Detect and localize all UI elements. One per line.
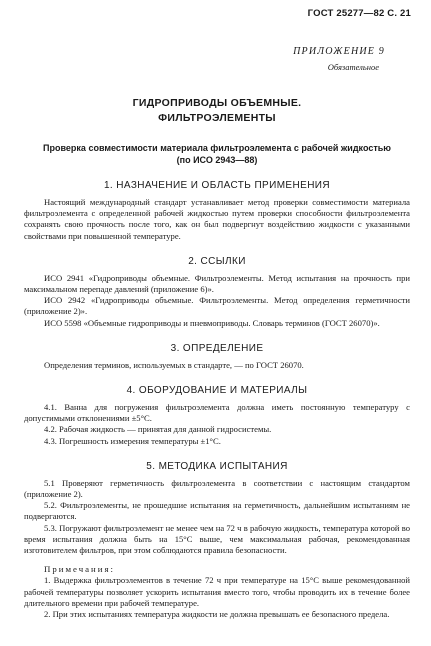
clause-4-1: 4.1. Ванна для погружения фильтроэлемента должна иметь постоянную температуру с допустимыми отклонениями ±5°С. bbox=[24, 402, 410, 424]
appendix-label: ПРИЛОЖЕНИЕ 9 bbox=[293, 46, 385, 57]
reference-3: ИСО 5598 «Объемные гидроприводы и пневмоприводы. Словарь терминов (ГОСТ 26070)». bbox=[44, 317, 380, 328]
clause-5-2: 5.2. Фильтроэлементы, не прошедшие испытания на герметичность, дальнейшим испытаниям не подвергаются. bbox=[24, 500, 410, 522]
note-1: 1. Выдержка фильтроэлементов в течение 72 ч при температуре на 15°С выше рекомендованной рабочей температуры позволяет ускорить испытания вместо того, чтобы проводить их в течение более длительного времени при рабочей температуре. bbox=[24, 575, 410, 608]
section-1-heading: 1. НАЗНАЧЕНИЕ И ОБЛАСТЬ ПРИМЕНЕНИЯ bbox=[103, 180, 331, 191]
note-2: 2. При этих испытаниях температура жидкости не должна превышать ее безопасного предела. bbox=[44, 609, 390, 620]
section-4-heading: 4. ОБОРУДОВАНИЕ И МАТЕРИАЛЫ bbox=[126, 385, 308, 397]
notes-heading: Примечания: bbox=[44, 564, 115, 575]
reference-2: ИСО 2942 «Гидроприводы объемные. Фильтроэлементы. Метод определения герметичности (приложение 2)». bbox=[24, 295, 410, 317]
mandatory-label: Обязательное bbox=[327, 62, 379, 72]
document-body bbox=[24, 96, 410, 620]
standard-reference: ГОСТ 25277—82 С. 21 bbox=[307, 8, 411, 19]
section-3-text: Определения терминов, используемых в стандарте, — по ГОСТ 26070. bbox=[44, 359, 304, 370]
reference-1: ИСО 2941 «Гидроприводы объемные. Фильтроэлементы. Метод испытания на прочность при максимальном перепаде давлений (приложение 6)». bbox=[24, 272, 410, 295]
subtitle-line-1: Проверка совместимости материала фильтроэлемента с рабочей жидкостью bbox=[43, 143, 391, 153]
subtitle-line-2: (по ИСО 2943—88) bbox=[176, 155, 258, 165]
clause-4-2: 4.2. Рабочая жидкость — принятая для данной гидросистемы. bbox=[44, 424, 272, 435]
document-subtitle bbox=[24, 142, 410, 166]
title-line-2: ФИЛЬТРОЭЛЕМЕНТЫ bbox=[158, 112, 276, 124]
clause-5-3: 5.3. Погружают фильтроэлемент не менее чем на 72 ч в рабочую жидкость, температура которой во время испытания должна быть на 15°С выше, чем максимальная рабочая, рекомендованная изготовителем фильтров, при этом соблюдаются правила безопасности. bbox=[24, 522, 410, 556]
section-3-heading: 3. ОПРЕДЕЛЕНИЕ bbox=[170, 342, 264, 354]
clause-5-1: 5.1 Проверяют герметичность фильтроэлемента в соответствии с настоящим стандартом (приложение 2). bbox=[24, 477, 410, 500]
document-title bbox=[24, 96, 410, 126]
section-2-heading: 2. ССЫЛКИ bbox=[188, 255, 246, 267]
section-5-heading: 5. МЕТОДИКА ИСПЫТАНИЯ bbox=[146, 460, 288, 472]
clause-4-3: 4.3. Погрешность измерения температуры ±1°С. bbox=[44, 435, 221, 446]
section-1-text: Настоящий международный стандарт устанавливает метод проверки совместимости материала фильтроэлемента с определенной рабочей жидкостью путем проверки способности фильтроэлемента сохранять свою прочность после того, как он был подвергнут воздействию жидкости с указанными свойствами при повышенной температуре. bbox=[24, 197, 410, 241]
title-line-1: ГИДРОПРИВОДЫ ОБЪЕМНЫЕ. bbox=[132, 97, 302, 109]
